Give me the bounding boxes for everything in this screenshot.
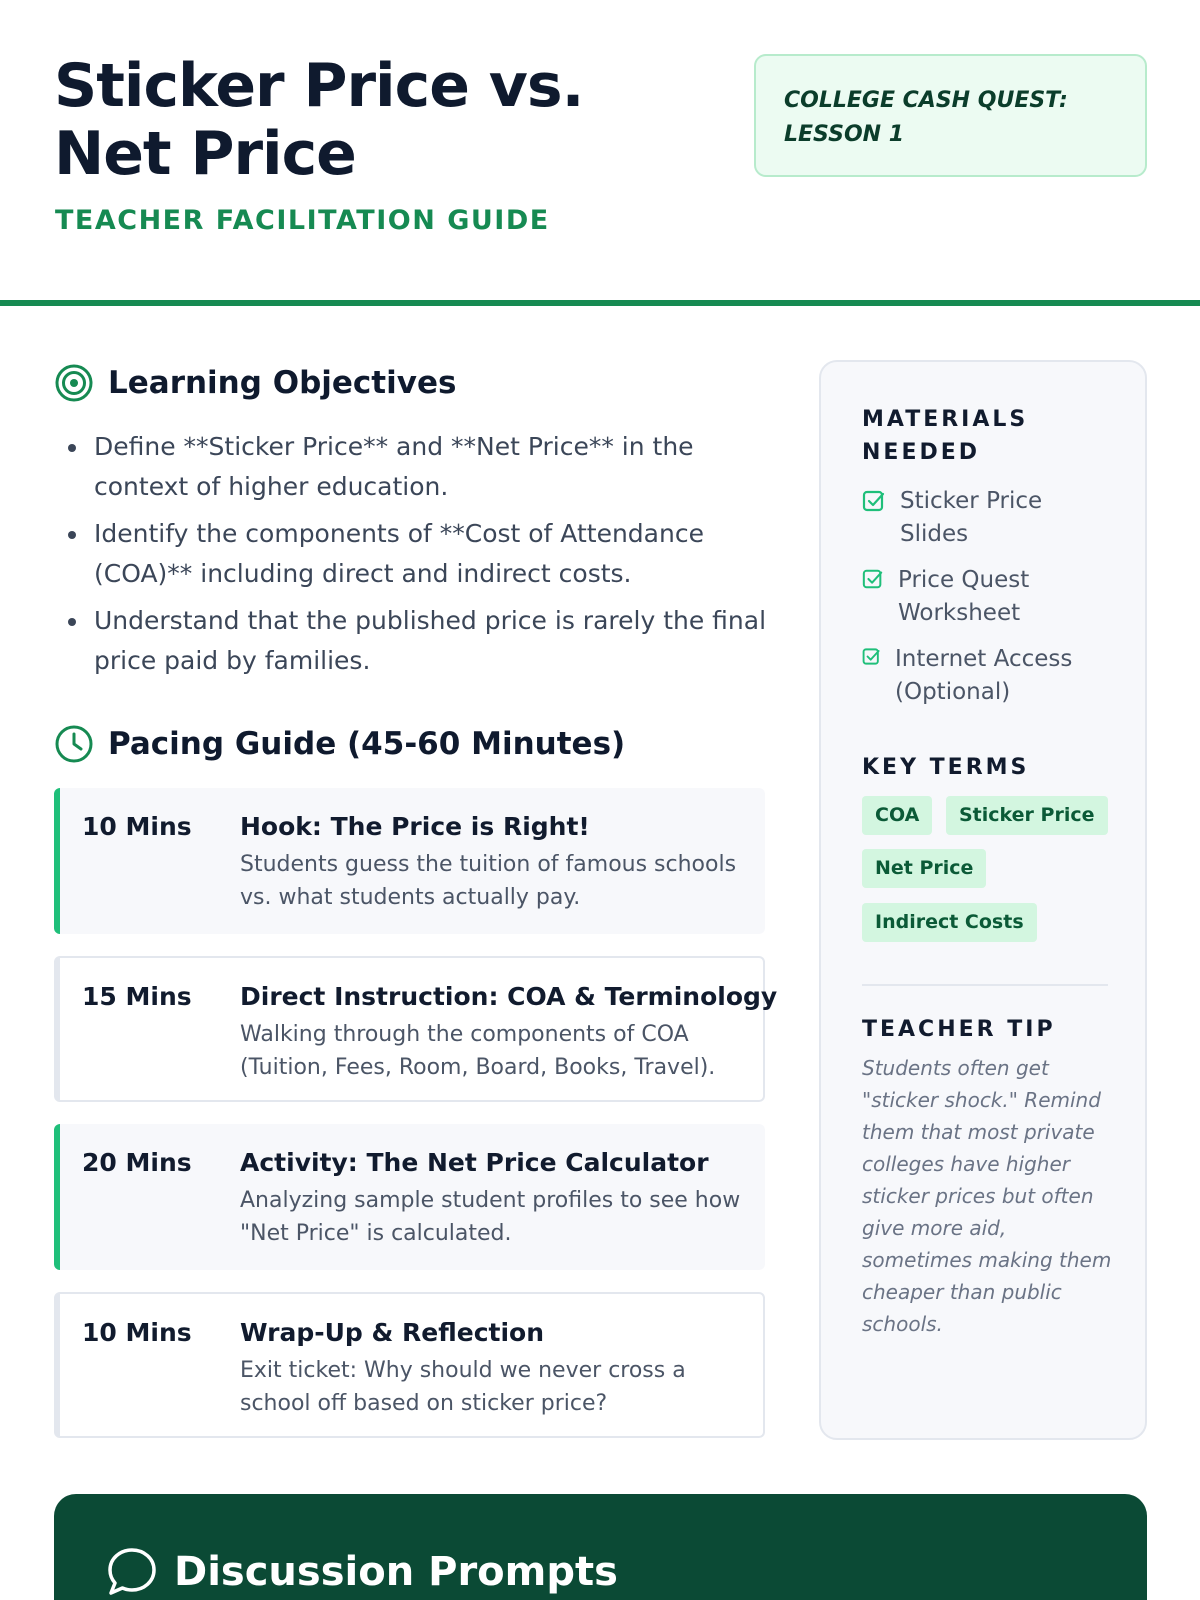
discussion-heading-label: Discussion Prompts <box>174 1549 618 1595</box>
material-label: Internet Access (Optional) <box>895 646 1073 705</box>
list-item <box>862 564 1112 630</box>
pacing-item <box>54 1292 765 1438</box>
pacing-title: Wrap-Up & Reflection <box>240 1318 545 1347</box>
pacing-description: Exit ticket: Why should we never cross a school off based on sticker price? <box>240 1358 686 1416</box>
term-badge: Indirect Costs <box>862 903 1037 942</box>
pacing-title: Direct Instruction: COA & Terminology <box>240 982 778 1011</box>
materials-heading: MATERIALS NEEDED <box>862 407 1029 465</box>
pacing-title: Activity: The Net Price Calculator <box>240 1148 709 1177</box>
pacing-duration: 15 Mins <box>82 982 192 1011</box>
page-subtitle: TEACHER FACILITATION GUIDE <box>55 205 550 236</box>
pacing-description: Students guess the tuition of famous schools vs. what students actually pay. <box>240 852 737 910</box>
material-label: Sticker Price Slides <box>900 488 1043 547</box>
pacing-description: Analyzing sample student profiles to see how "Net Price" is calculated. <box>240 1188 741 1246</box>
pacing-description: Walking through the components of COA (Tuition, Fees, Room, Board, Books, Travel). <box>240 1022 716 1080</box>
discussion-heading <box>106 1546 618 1598</box>
list-item: Understand that the published price is rarely the final price paid by families. <box>68 601 778 681</box>
objectives-heading-label: Learning Objectives <box>108 365 457 401</box>
sidebar-panel <box>819 360 1147 1440</box>
clock-icon <box>54 724 94 764</box>
term-badge: COA <box>862 796 932 835</box>
objectives-list <box>68 427 778 688</box>
pacing-item <box>54 1124 765 1270</box>
page-header <box>0 0 1200 306</box>
list-item <box>862 485 1112 551</box>
pacing-heading-label: Pacing Guide (45-60 Minutes) <box>108 726 626 762</box>
lesson-badge <box>754 54 1147 177</box>
term-badge: Sticker Price <box>946 796 1108 835</box>
pacing-heading <box>54 724 625 764</box>
pacing-duration: 10 Mins <box>82 1318 192 1347</box>
term-badge: Net Price <box>862 849 986 888</box>
speech-bubble-icon <box>106 1546 158 1598</box>
pacing-item <box>54 956 778 1102</box>
target-icon <box>54 363 94 403</box>
checkbox-icon <box>862 489 886 513</box>
divider <box>862 984 1108 986</box>
teacher-tip-heading: TEACHER TIP <box>862 1017 1056 1042</box>
key-terms-heading: KEY TERMS <box>862 755 1030 780</box>
pacing-duration: 20 Mins <box>82 1148 192 1177</box>
objectives-heading <box>54 363 456 403</box>
list-item: Identify the components of **Cost of Attendance (COA)** including direct and indirect costs. <box>68 514 778 594</box>
list-item <box>862 643 1112 709</box>
discussion-panel <box>54 1494 1147 1600</box>
checkbox-icon <box>862 568 884 590</box>
pacing-item <box>54 788 765 934</box>
material-label: Price Quest Worksheet <box>898 567 1030 626</box>
page-title: Sticker Price vs. Net Price <box>54 51 584 189</box>
list-item: Define **Sticker Price** and **Net Price** in the context of higher education. <box>68 427 778 507</box>
teacher-tip-text: Students often get "sticker shock." Remind them that most private colleges have higher sticker prices but often give more aid, sometimes making them cheaper than public schools. <box>862 1056 1112 1336</box>
pacing-title: Hook: The Price is Right! <box>240 812 590 841</box>
checkbox-icon <box>862 647 881 666</box>
lesson-badge-label: COLLEGE CASH QUEST: LESSON 1 <box>784 88 1068 147</box>
pacing-duration: 10 Mins <box>82 812 192 841</box>
